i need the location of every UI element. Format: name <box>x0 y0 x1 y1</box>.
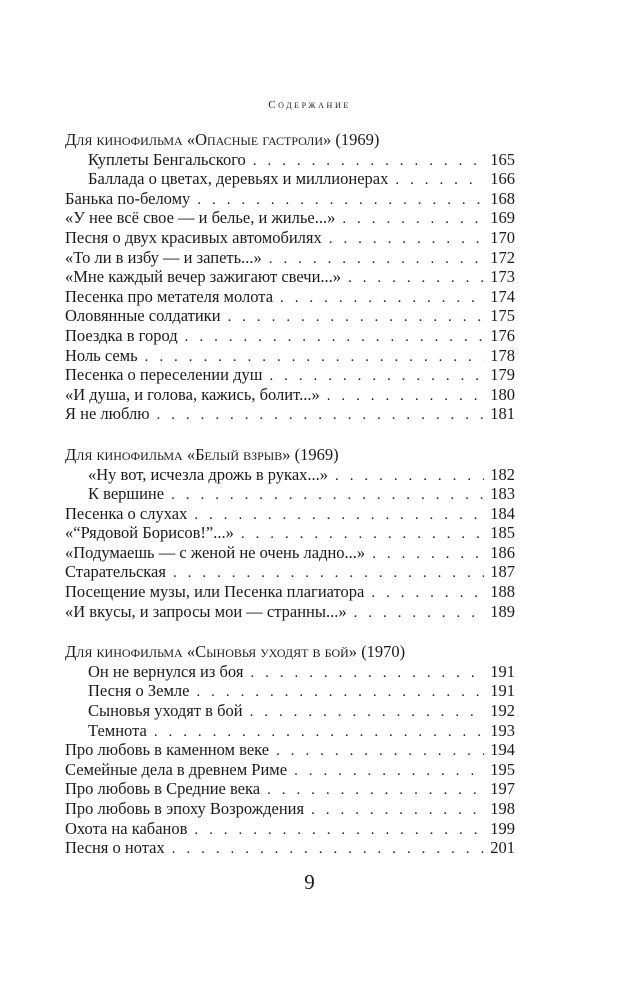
toc-entry <box>65 799 515 819</box>
dot-leader <box>311 801 484 821</box>
toc-entry <box>65 346 515 366</box>
dot-leader <box>171 486 484 506</box>
toc-entry-title: Песенка про метателя молота <box>65 286 274 306</box>
dot-leader <box>395 171 484 191</box>
toc-entry-title: Он не вернулся из боя <box>88 661 244 681</box>
toc-entry-title: Песня о Земле <box>88 681 190 701</box>
toc-entry-page: 182 <box>490 464 515 484</box>
dot-leader <box>250 664 484 684</box>
table-of-contents <box>65 130 515 858</box>
toc-entry-title: «Ну вот, исчезла дрожь в руках...» <box>88 464 329 484</box>
section-gap <box>65 424 515 445</box>
dot-leader <box>354 604 484 624</box>
toc-entry-title: Семейные дела в древнем Риме <box>65 759 288 779</box>
toc-entry-title: «Подумаешь — с женой не очень ладно...» <box>65 542 366 562</box>
toc-entry-page: 191 <box>490 681 515 701</box>
section-heading <box>65 445 515 465</box>
toc-entry-page: 184 <box>490 503 515 523</box>
toc-entry <box>65 602 515 622</box>
toc-entry-title: Темнота <box>88 720 147 740</box>
toc-entry-title: Про любовь в эпоху Возрождения <box>65 799 305 818</box>
section-heading-prefix: Для кинофильма <box>65 642 187 662</box>
toc-entry-title: Про любовь в каменном веке <box>65 740 270 760</box>
toc-entry-title: Ноль семь <box>65 345 138 365</box>
toc-entry-page: 201 <box>490 838 515 858</box>
toc-entry-page: 180 <box>490 384 515 404</box>
toc-entry <box>65 681 515 701</box>
toc-entry <box>65 779 515 799</box>
toc-entry-page: 198 <box>490 799 515 818</box>
section-heading-film: «Опасные гастроли» <box>186 130 332 149</box>
toc-entry-page: 187 <box>490 562 515 582</box>
dot-leader <box>342 210 484 230</box>
toc-entry-title: Старательская <box>65 562 166 582</box>
dot-leader <box>194 506 484 526</box>
toc-entry <box>65 326 515 346</box>
dot-leader <box>327 387 484 407</box>
toc-entry-page: 191 <box>490 661 515 681</box>
toc-entry-title: Я не люблю <box>65 404 150 424</box>
toc-entry <box>65 740 515 760</box>
toc-entry <box>65 721 515 741</box>
toc-entry-page: 188 <box>490 582 515 602</box>
toc-entry-title: Поездка в город <box>65 325 178 345</box>
toc-entry <box>65 404 515 424</box>
toc-entry-page: 199 <box>490 818 515 838</box>
toc-entry <box>65 169 515 189</box>
section-heading-film: «Сыновья уходят в бой» <box>186 642 358 662</box>
toc-entry-title: «И вкусы, и запросы мои — странны...» <box>65 601 347 621</box>
toc-entry-page: 172 <box>490 247 515 267</box>
dot-leader <box>294 762 484 782</box>
toc-entry-title: «Мне каждый вечер зажигают свечи...» <box>65 267 342 287</box>
toc-entry <box>65 208 515 228</box>
section-heading-year: (1970) <box>357 642 406 662</box>
toc-entry <box>65 189 515 209</box>
toc-entry <box>65 662 515 682</box>
toc-entry <box>65 385 515 405</box>
dot-leader <box>185 328 484 348</box>
dot-leader <box>276 742 484 762</box>
toc-entry-title: Баллада о цветах, деревьях и миллионерах <box>88 169 389 189</box>
dot-leader <box>329 230 484 250</box>
toc-entry-page: 183 <box>490 484 515 504</box>
toc-entry-title: Посещение музы, или Песенка плагиатора <box>65 582 365 602</box>
dot-leader <box>194 821 484 841</box>
section-heading-prefix: Для кинофильма <box>65 444 187 464</box>
toc-entry-page: 189 <box>490 601 515 621</box>
toc-entry <box>65 838 515 858</box>
toc-entry-page: 178 <box>490 345 515 365</box>
dot-leader <box>348 269 484 289</box>
toc-entry-page: 165 <box>490 149 515 169</box>
toc-entry-title: «И душа, и голова, кажись, болит...» <box>65 384 320 404</box>
section-heading <box>65 130 515 150</box>
running-header: Содержание <box>268 99 351 111</box>
toc-entry-page: 170 <box>490 227 515 247</box>
toc-entry-page: 193 <box>490 720 515 740</box>
dot-leader <box>372 545 484 565</box>
toc-entry <box>65 484 515 504</box>
toc-entry-title: Песенка о слухах <box>65 503 188 523</box>
toc-entry <box>65 306 515 326</box>
toc-entry <box>65 365 515 385</box>
toc-entry-title: «То ли в избу — и запеть...» <box>65 247 262 267</box>
section-heading-year: (1969) <box>331 130 380 149</box>
toc-entry-page: 173 <box>490 267 515 287</box>
toc-entry <box>65 150 515 170</box>
toc-entry-page: 169 <box>490 208 515 228</box>
toc-entry-page: 192 <box>490 701 515 721</box>
toc-entry-title: Про любовь в Средние века <box>65 779 261 799</box>
toc-entry-page: 185 <box>490 523 515 543</box>
toc-entry-page: 176 <box>490 325 515 345</box>
toc-entry <box>65 504 515 524</box>
toc-entry <box>65 582 515 602</box>
section-heading-year: (1969) <box>290 444 339 464</box>
toc-entry-title: Песня о нотах <box>65 838 165 858</box>
toc-entry-title: Куплеты Бенгальского <box>88 149 246 169</box>
toc-entry-page: 166 <box>490 169 515 189</box>
toc-entry <box>65 228 515 248</box>
toc-entry-title: Охота на кабанов <box>65 818 188 838</box>
toc-entry <box>65 267 515 287</box>
dot-leader <box>157 406 484 426</box>
section-heading <box>65 642 515 662</box>
toc-entry <box>65 287 515 307</box>
dot-leader <box>250 703 484 723</box>
toc-entry-page: 194 <box>490 740 515 760</box>
toc-entry <box>65 523 515 543</box>
toc-entry-page: 181 <box>490 404 515 424</box>
toc-entry-title: «У нее всё свое — и белье, и жилье...» <box>65 208 336 228</box>
toc-entry-title: Сыновья уходят в бой <box>88 701 243 721</box>
toc-entry-title: К вершине <box>88 484 165 504</box>
toc-entry <box>65 819 515 839</box>
toc-entry-title: Песенка о переселении душ <box>65 365 263 385</box>
dot-leader <box>172 840 484 860</box>
dot-leader <box>335 467 484 487</box>
page-number: 9 <box>304 870 315 894</box>
toc-entry-page: 168 <box>490 188 515 208</box>
toc-entry <box>65 701 515 721</box>
toc-entry <box>65 562 515 582</box>
dot-leader <box>280 289 484 309</box>
toc-entry-page: 179 <box>490 365 515 385</box>
toc-entry-page: 195 <box>490 759 515 779</box>
toc-entry <box>65 760 515 780</box>
toc-entry <box>65 248 515 268</box>
toc-entry-title: Песня о двух красивых автомобилях <box>65 227 322 247</box>
dot-leader <box>371 584 484 604</box>
toc-entry-title: Оловянные солдатики <box>65 306 221 326</box>
toc-entry-page: 197 <box>490 779 515 799</box>
toc-entry <box>65 543 515 563</box>
toc-entry-title: Банька по-белому <box>65 188 191 208</box>
toc-entry <box>65 465 515 485</box>
section-gap <box>65 621 515 642</box>
section-heading-film: «Белый взрыв» <box>186 444 291 464</box>
toc-entry-page: 186 <box>490 542 515 562</box>
toc-entry-page: 174 <box>490 286 515 306</box>
section-heading-prefix: Для кинофильма <box>65 130 187 149</box>
toc-entry-title: «“Рядовой Борисов!”...» <box>65 523 234 543</box>
toc-entry-page: 175 <box>490 306 515 326</box>
dot-leader <box>228 308 484 328</box>
